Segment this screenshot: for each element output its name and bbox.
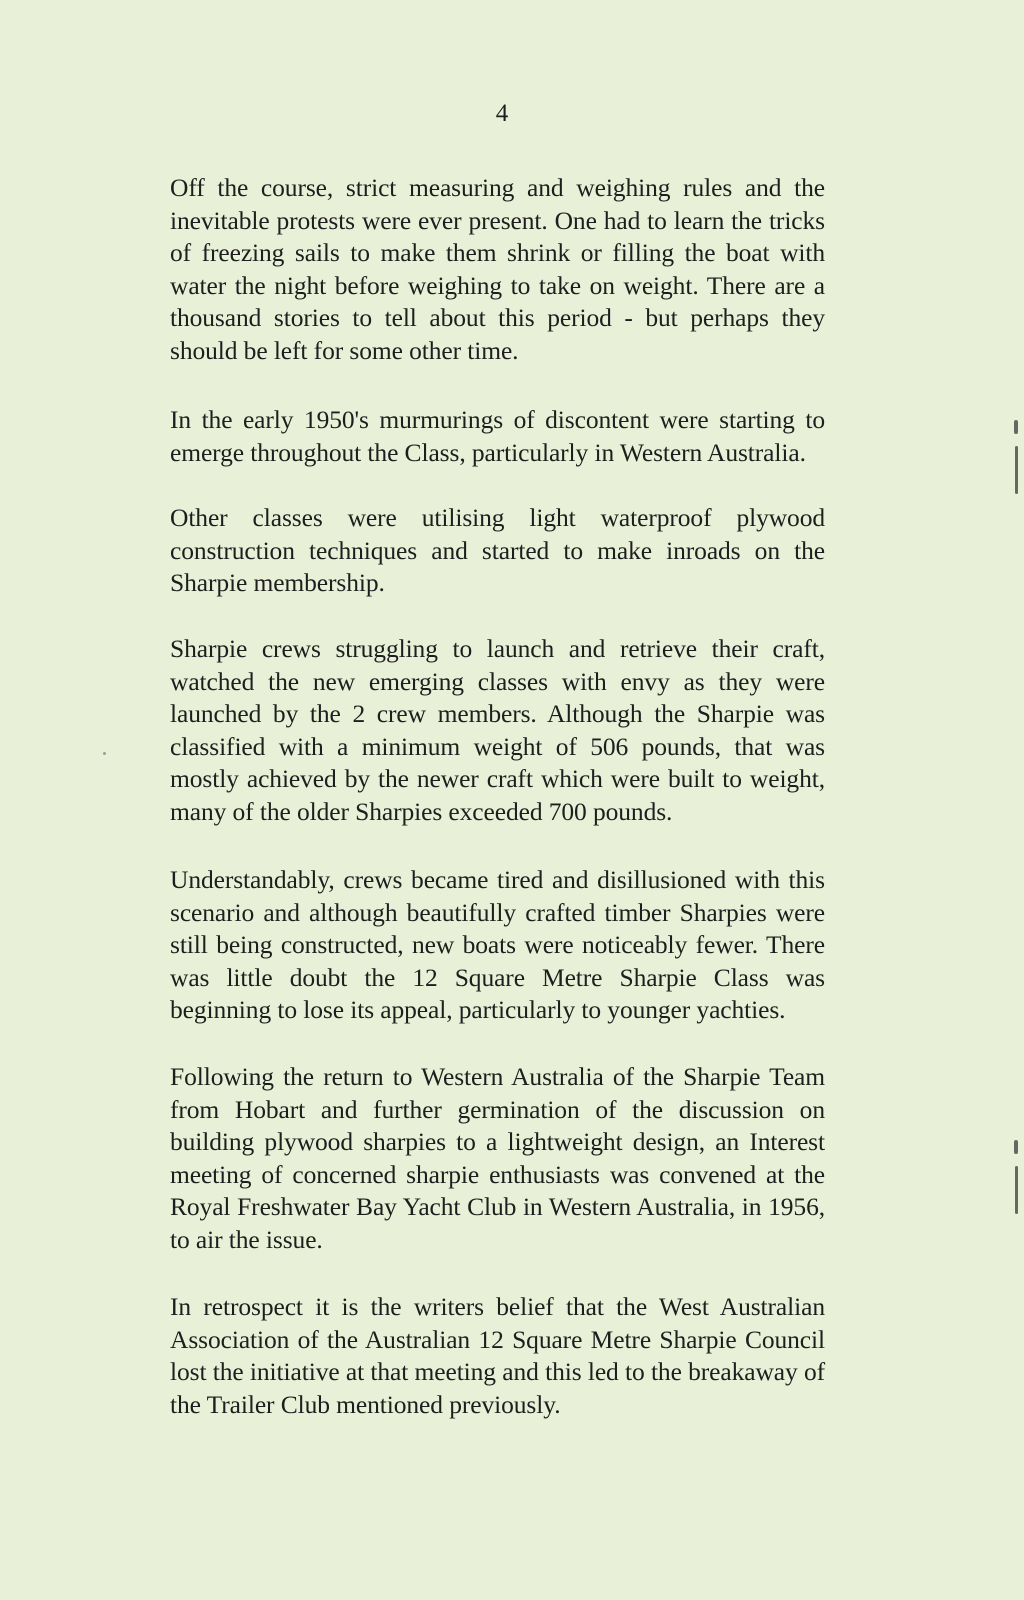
paragraph-plywood-classes: Other classes were utilising light waterproof plywood construction techniques and started to make inroads on the Sharpie membership.: [170, 503, 825, 598]
binding-mark-top: [1014, 420, 1018, 434]
paragraph-retrospect: In retrospect it is the writers belief that the West Australian Association of the Australian 12 Square Metre Sharpie Council lost the initiative at that meeting and this led to the breakaway of the Trailer Club mentioned previously.: [170, 1292, 825, 1419]
binding-mark-bottom-bar: [1015, 1166, 1018, 1214]
page-number: 4: [495, 100, 509, 127]
paragraph-discontent: In the early 1950's murmurings of discontent were starting to emerge throughout the Class, particularly in Western Australia.: [170, 405, 825, 467]
paragraph-disillusioned: Understandably, crews became tired and disillusioned with this scenario and although beautifully crafted timber Sharpies were still being constructed, new boats were noticeably fewer. There was little doubt the 12 Square Metre Sharpie Class was beginning to lose its appeal, particularly to younger yachties.: [170, 865, 825, 1025]
binding-mark-top-bar: [1015, 446, 1018, 494]
scan-speck: [103, 752, 106, 755]
binding-mark-bottom: [1014, 1140, 1018, 1154]
paragraph-measuring-rules: Off the course, strict measuring and weighing rules and the inevitable protests were ever present. One had to learn the tricks of freezing sails to make them shrink or filling the boat with water the night before weighing to take on weight. There are a thousand stories to tell about this period - but perhaps they should be left for some other time.: [170, 173, 825, 365]
paragraph-interest-meeting: Following the return to Western Australia of the Sharpie Team from Hobart and further germination of the discussion on building plywood sharpies to a lightweight design, an Interest meeting of concerned sharpie enthusiasts was convened at the Royal Freshwater Bay Yacht Club in Western Australia, in 1956, to air the issue.: [170, 1062, 825, 1254]
paragraph-sharpie-crews: Sharpie crews struggling to launch and retrieve their craft, watched the new emerging classes with envy as they were launched by the 2 crew members. Although the Sharpie was classified with a minimum weight of 506 pounds, that was mostly achieved by the newer craft which were built to weight, many of the older Sharpies exceeded 700 pounds.: [170, 634, 825, 826]
